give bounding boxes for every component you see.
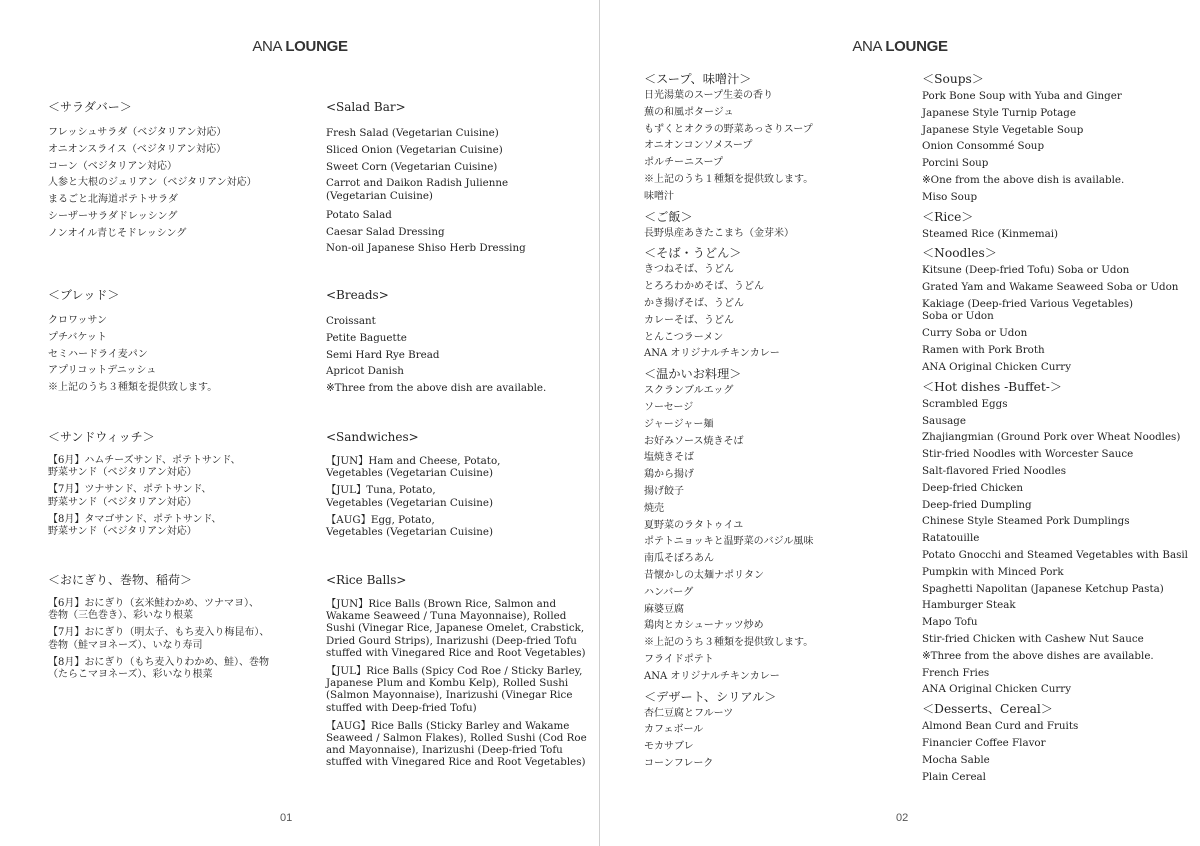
menu-item: Ratatouille xyxy=(922,532,980,545)
menu-item: ANA Original Chicken Curry xyxy=(922,683,1072,696)
menu-item: Chinese Style Steamed Pork Dumplings xyxy=(922,515,1130,528)
menu-item: 【6月】ハムチーズサンド、ポテトサンド、 野菜サンド（ベジタリアン対応） xyxy=(48,455,241,479)
menu-item: ※上記のうち１種類を提供致します。 xyxy=(644,173,814,185)
menu-item: 【AUG】Rice Balls (Sticky Barley and Wakame Seaweed / Salmon Flakes), Rolled Sushi (Cod Roe and Mayonnaise), Inarizushi (Deep-fried Tofu stuffed with Vinegared Rice and Root Vegetables) xyxy=(326,719,587,769)
menu-item: Stir-fried Noodles with Worcester Sauce xyxy=(922,448,1134,461)
menu-item: Pork Bone Soup with Yuba and Ginger xyxy=(922,90,1122,102)
menu-item: Financier Coffee Flavor xyxy=(922,736,1046,749)
menu-item: Petite Baguette xyxy=(326,331,407,344)
menu-item: 鶏から揚げ xyxy=(644,469,694,481)
menu-item: Pumpkin with Minced Pork xyxy=(922,565,1064,578)
menu-item: ANA オリジナルチキンカレー xyxy=(644,670,780,682)
menu-item: ※Three from the above dish are available. xyxy=(326,382,547,395)
menu-item: 杏仁豆腐とフルーツ xyxy=(644,707,734,719)
menu-item: Deep-fried Chicken xyxy=(922,481,1024,494)
menu-item: フレッシュサラダ（ベジタリアン対応） xyxy=(48,127,227,138)
menu-item: Croissant xyxy=(326,315,376,327)
menu-item: カフェボール xyxy=(644,724,704,736)
menu-item: ※One from the above dish is available. xyxy=(922,173,1125,186)
menu-item: Sausage xyxy=(922,414,966,427)
ana-lounge-logo: ANA LOUNGE xyxy=(252,38,348,55)
menu-item: ※上記のうち３種類を提供致します。 xyxy=(48,382,218,394)
menu-item: Caesar Salad Dressing xyxy=(326,225,445,238)
menu-item: Steamed Rice (Kinmemai) xyxy=(922,227,1059,240)
menu-section xyxy=(48,429,308,543)
menu-item: オニオンコンソメスープ xyxy=(644,140,753,152)
menu-item: 味噌汁 xyxy=(644,190,674,202)
menu-item: Apricot Danish xyxy=(326,365,404,378)
menu-item: 焼売 xyxy=(644,502,664,514)
menu-section xyxy=(326,287,596,397)
menu-item: きつねそば、うどん xyxy=(644,264,734,276)
menu-item: Potato Salad xyxy=(326,208,392,221)
menu-item: モカサブレ xyxy=(644,741,694,753)
menu-item: Carrot and Daikon Radish Julienne (Vegetarian Cuisine) xyxy=(326,177,509,202)
menu-item: ANA Original Chicken Curry xyxy=(922,360,1072,373)
menu-item: 麻婆豆腐 xyxy=(644,603,684,615)
menu-item: ※Three from the above dishes are available. xyxy=(922,649,1154,662)
menu-section xyxy=(922,71,1200,206)
menu-section xyxy=(48,99,308,243)
menu-section xyxy=(922,209,1200,243)
menu-item: セミハードライ麦パン xyxy=(48,348,148,360)
menu-item: クロワッサン xyxy=(48,315,107,326)
menu-section xyxy=(326,572,596,775)
ana-lounge-logo: ANA LOUNGE xyxy=(852,38,948,55)
menu-item: Miso Soup xyxy=(922,190,978,203)
menu-item: Fresh Salad (Vegetarian Cuisine) xyxy=(326,127,499,139)
menu-item: Sliced Onion (Vegetarian Cuisine) xyxy=(326,143,503,156)
menu-item: 【JUN】Rice Balls (Brown Rice, Salmon and Wakame Seaweed / Tuna Mayonnaise), Rolled Sushi (Vinegar Rice, Japanese Omelet, Crabstick, Dried Gourd Strips), Inarizushi (Deep-fried Tofu stuffed with Vinegared Rice and Root Vegetables) xyxy=(326,598,586,659)
section-heading: ＜Hot dishes -Buffet-＞ xyxy=(922,379,1063,394)
menu-item: 【7月】ツナサンド、ポテトサンド、 野菜サンド（ベジタリアン対応） xyxy=(48,484,212,508)
menu-item: オニオンスライス（ベジタリアン対応） xyxy=(48,143,227,155)
menu-item: 南瓜そぼろあん xyxy=(644,553,714,565)
menu-item: ハンバーグ xyxy=(644,586,694,598)
section-heading: ＜Desserts、Cereal＞ xyxy=(922,702,1053,717)
menu-item: Ramen with Pork Broth xyxy=(922,344,1045,357)
menu-item: かき揚げそば、うどん xyxy=(644,297,744,309)
menu-item: プチバケット xyxy=(48,331,107,343)
menu-item: 人参と大根のジュリアン（ベジタリアン対応） xyxy=(48,177,257,189)
menu-section xyxy=(48,287,308,397)
section-heading: ＜デザート、シリアル＞ xyxy=(644,689,777,704)
menu-item: お好みソース焼きそば xyxy=(644,435,744,447)
section-heading: ＜温かいお料理＞ xyxy=(644,367,742,382)
section-heading: ＜Noodles＞ xyxy=(922,246,997,261)
menu-item: とろろわかめそば、うどん xyxy=(644,281,764,293)
menu-item: Kitsune (Deep-fried Tofu) Soba or Udon xyxy=(922,264,1130,277)
menu-item: Japanese Style Turnip Potage xyxy=(922,106,1076,119)
menu-item: フライドポテト xyxy=(644,653,714,665)
menu-item: Potato Gnocchi and Steamed Vegetables with Basil xyxy=(922,548,1188,561)
menu-item: 昔懐かしの太麺ナポリタン xyxy=(644,569,764,581)
menu-item: 鶏肉とカシューナッツ炒め xyxy=(644,620,764,632)
menu-item: Non-oil Japanese Shiso Herb Dressing xyxy=(326,242,526,255)
menu-item: 【JUL】Rice Balls (Spicy Cod Roe / Sticky Barley, Japanese Plum and Kombu Kelp), Rolled Sushi (Salmon Mayonnaise), Inarizushi (Vinegar Rice stuffed with Deep-fried Tofu) xyxy=(326,665,583,714)
menu-section xyxy=(48,572,308,686)
section-heading: <Breads> xyxy=(326,288,389,302)
menu-item: Semi Hard Rye Bread xyxy=(326,348,440,361)
menu-item: Deep-fried Dumpling xyxy=(922,498,1032,511)
menu-item: Almond Bean Curd and Fruits xyxy=(922,720,1079,733)
menu-item: Mapo Tofu xyxy=(922,616,978,629)
menu-item: コーン（ベジタリアン対応） xyxy=(48,160,177,172)
menu-item: Sweet Corn (Vegetarian Cuisine) xyxy=(326,160,498,173)
menu-item: 長野県産あきたこまち（金芽米） xyxy=(644,227,794,239)
menu-item: 蕪の和風ポタージュ xyxy=(644,106,734,118)
menu-item: 【AUG】Egg, Potato, Vegetables (Vegetarian Cuisine) xyxy=(326,513,494,539)
menu-item: Hamburger Steak xyxy=(922,599,1016,612)
section-heading: <Sandwiches> xyxy=(326,430,419,444)
menu-section xyxy=(326,99,596,257)
menu-item: 【JUL】Tuna, Potato, Vegetables (Vegetarian Cuisine) xyxy=(326,484,494,509)
menu-item: Onion Consommé Soup xyxy=(922,140,1045,153)
menu-item: 【6月】おにぎり（玄米鮭わかめ、ツナマヨ）、 巻物（三色巻き）、彩いなり根菜 xyxy=(48,598,259,622)
menu-item: 日光湯葉のスープ生姜の香り xyxy=(644,90,773,101)
menu-section xyxy=(644,71,914,206)
menu-item: とんこつラーメン xyxy=(644,331,724,343)
menu-item: Curry Soba or Udon xyxy=(922,327,1028,340)
menu-item: Plain Cereal xyxy=(922,770,986,783)
menu-item: もずくとオクラの野菜あっさりスープ xyxy=(644,123,813,135)
menu-item: ノンオイル青じそドレッシング xyxy=(48,227,187,239)
menu-item: 【8月】おにぎり（もち麦入りわかめ、鮭）、巻物 （たらこマヨネーズ）、彩いなり根菜 xyxy=(48,656,269,681)
menu-item: Spaghetti Napolitan (Japanese Ketchup Pasta) xyxy=(922,582,1164,595)
menu-item: 夏野菜のラタトゥイユ xyxy=(644,519,744,531)
menu-section xyxy=(922,245,1200,375)
section-heading: ＜サラダバー＞ xyxy=(48,100,132,114)
menu-item: Scrambled Eggs xyxy=(922,397,1008,410)
menu-item: Grated Yam and Wakame Seaweed Soba or Udon xyxy=(922,281,1179,294)
section-heading: ＜おにぎり、巻物、稲荷＞ xyxy=(48,573,193,587)
menu-item: French Fries xyxy=(922,666,990,679)
menu-section xyxy=(644,689,914,773)
menu-item: スクランブルエッグ xyxy=(644,385,734,397)
section-heading: ＜ご飯＞ xyxy=(644,209,693,224)
section-heading: ＜Rice＞ xyxy=(922,209,974,224)
menu-item: 【8月】タマゴサンド、ポテトサンド、 野菜サンド（ベジタリアン対応） xyxy=(48,513,222,538)
menu-item: カレーそば、うどん xyxy=(644,314,734,326)
page-number: 01 xyxy=(280,812,293,824)
menu-item: 【JUN】Ham and Cheese, Potato, Vegetables (Vegetarian Cuisine) xyxy=(326,455,501,480)
menu-item: Kakiage (Deep-fried Various Vegetables) Soba or Udon xyxy=(922,297,1134,323)
menu-item: ※上記のうち３種類を提供致します。 xyxy=(644,637,814,649)
menu-item: Japanese Style Vegetable Soup xyxy=(922,123,1084,136)
menu-item: 【7月】おにぎり（明太子、もち麦入り梅昆布）、 巻物（鮭マヨネーズ）、いなり寿司 xyxy=(48,627,270,651)
menu-section xyxy=(922,701,1200,785)
menu-item: Salt-flavored Fried Noodles xyxy=(922,464,1066,477)
section-heading: <Salad Bar> xyxy=(326,100,406,114)
menu-item: Zhajiangmian (Ground Pork over Wheat Noodles) xyxy=(922,431,1181,444)
menu-item: シーザーサラダドレッシング xyxy=(48,210,178,222)
menu-item: Mocha Sable xyxy=(922,753,990,766)
section-heading: ＜そば・うどん＞ xyxy=(644,246,742,261)
menu-item: アプリコットデニッシュ xyxy=(48,365,157,377)
menu-item: まるごと北海道ポテトサラダ xyxy=(48,194,178,206)
page-number: 02 xyxy=(896,812,909,824)
menu-section xyxy=(922,379,1200,698)
section-heading: ＜サンドウィッチ＞ xyxy=(48,430,155,444)
section-heading: ＜スープ、味噌汁＞ xyxy=(644,72,752,86)
menu-section xyxy=(644,366,914,685)
menu-item: ポルチーニスープ xyxy=(644,157,723,169)
menu-section xyxy=(644,209,914,243)
menu-item: ANA オリジナルチキンカレー xyxy=(644,348,780,360)
section-heading: <Rice Balls> xyxy=(326,573,407,587)
menu-item: ジャージャー麺 xyxy=(644,418,714,430)
menu-section xyxy=(326,429,596,543)
menu-item: コーンフレーク xyxy=(644,757,714,769)
menu-item: Stir-fried Chicken with Cashew Nut Sauce xyxy=(922,632,1144,645)
menu-section xyxy=(644,245,914,363)
section-heading: ＜ブレッド＞ xyxy=(48,288,120,302)
menu-item: 揚げ餃子 xyxy=(644,485,684,497)
section-heading: ＜Soups＞ xyxy=(922,72,984,86)
menu-item: 塩焼きそば xyxy=(644,452,694,464)
menu-page-2 xyxy=(600,0,1200,846)
menu-item: Porcini Soup xyxy=(922,157,989,170)
menu-item: ソーセージ xyxy=(644,401,694,413)
menu-item: ポテトニョッキと温野菜のバジル風味 xyxy=(644,536,814,548)
